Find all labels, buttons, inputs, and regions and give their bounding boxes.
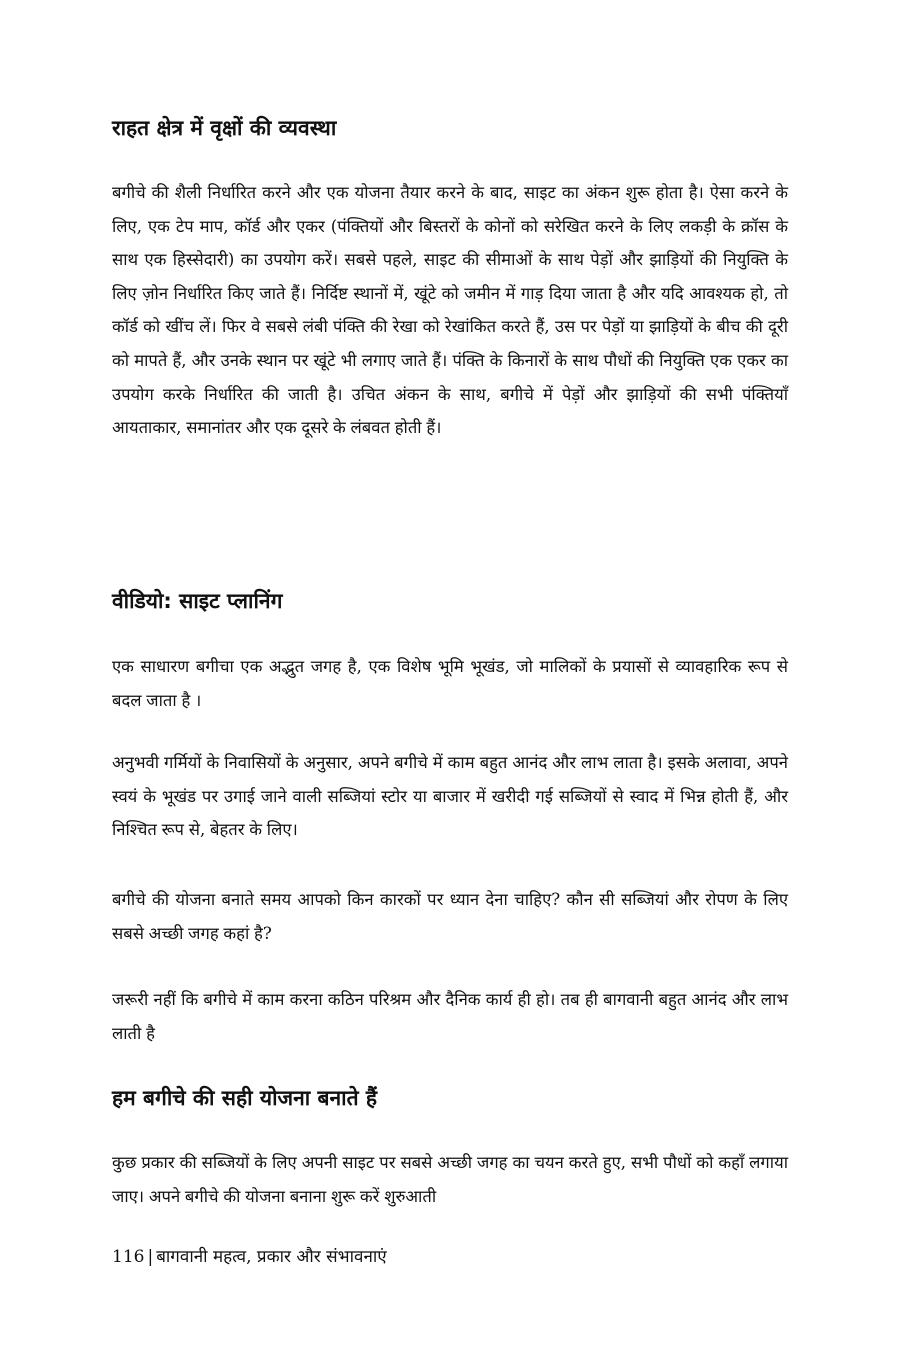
book-title: बागवानी महत्व, प्रकार और संभावनाएं — [156, 1247, 387, 1267]
paragraph-site-marking: बगीचे की शैली निर्धारित करने और एक योजना तैयार करने के बाद, साइट का अंकन शुरू होता है। ऐसा करने के लिए, एक टेप माप, कॉर्ड और एकर (पंक्तियों और बिस्तरों के कोनों को सरेखित करने के लिए लकड़ी के क्रॉस के साथ एक हिस्सेदारी) का उपयोग करें। सबसे पहले, साइट की सीमाओं के साथ पेड़ों और झाड़ियों की नियुक्ति के लिए ज़ोन निर्धारित किए जाते हैं। निर्दिष्ट स्थानों में, खूंटे को जमीन में गाड़ दिया जाता है और यदि आवश्यक हो, तो कॉर्ड को खींच लें। फिर वे सबसे लंबी पंक्ति की रेखा को रेखांकित करते हैं, उस पर पेड़ों या झाड़ियों के बीच की दूरी को मापते हैं, और उनके स्थान पर खूंटे भी लगाए जाते हैं। पंक्ति के किनारों के साथ पौधों की नियुक्ति एक एकर का उपयोग करके निर्धारित की जाती है। उचित अंकन के साथ, बगीचे में पेड़ों और झाड़ियों की सभी पंक्तियाँ आयताकार, समानांतर और एक दूसरे के लंबवत होती हैं। — [112, 183, 788, 438]
paragraph-experienced-residents: अनुभवी गर्मियों के निवासियों के अनुसार, अपने बगीचे में काम बहुत आनंद और लाभ लाता है। इसके अलावा, अपने स्वयं के भूखंड पर उगाई जाने वाली सब्जियां स्टोर या बाजार में खरीदी गई सब्जियों से स्वाद में भिन्न होती हैं, और निश्चित रूप से, बेहतर के लिए। — [112, 753, 788, 840]
paragraph-planning-factors: बगीचे की योजना बनाते समय आपको किन कारकों पर ध्यान देना चाहिए? कौन सी सब्जियां और रोपण के लिए सबसे अच्छी जगह कहां है? — [112, 890, 788, 943]
page-footer — [112, 1243, 387, 1271]
footer-separator: | — [147, 1247, 154, 1267]
paragraph-ordinary-garden: एक साधारण बगीचा एक अद्भुत जगह है, एक विशेष भूमि भूखंड, जो मालिकों के प्रयासों से व्यावहारिक रूप से बदल जाता है । — [112, 657, 788, 710]
section-heading-correct-planning: हम बगीचे की सही योजना बनाते हैं — [112, 1086, 378, 1110]
page-number: 116 — [112, 1247, 145, 1267]
section-heading-tree-arrangement: राहत क्षेत्र में वृक्षों की व्यवस्था — [112, 116, 337, 140]
section-heading-video-site-planning: वीडियो: साइट प्लानिंग — [112, 589, 283, 613]
document-page — [112, 0, 788, 1350]
paragraph-best-place: कुछ प्रकार की सब्जियों के लिए अपनी साइट पर सबसे अच्छी जगह का चयन करते हुए, सभी पौधों को कहाँ लगाया जाए। अपने बगीचे की योजना बनाना शुरू करें शुरुआती — [112, 1153, 788, 1206]
paragraph-garden-work: जरूरी नहीं कि बगीचे में काम करना कठिन परिश्रम और दैनिक कार्य ही हो। तब ही बागवानी बहुत आनंद और लाभ लाती है — [112, 990, 788, 1043]
